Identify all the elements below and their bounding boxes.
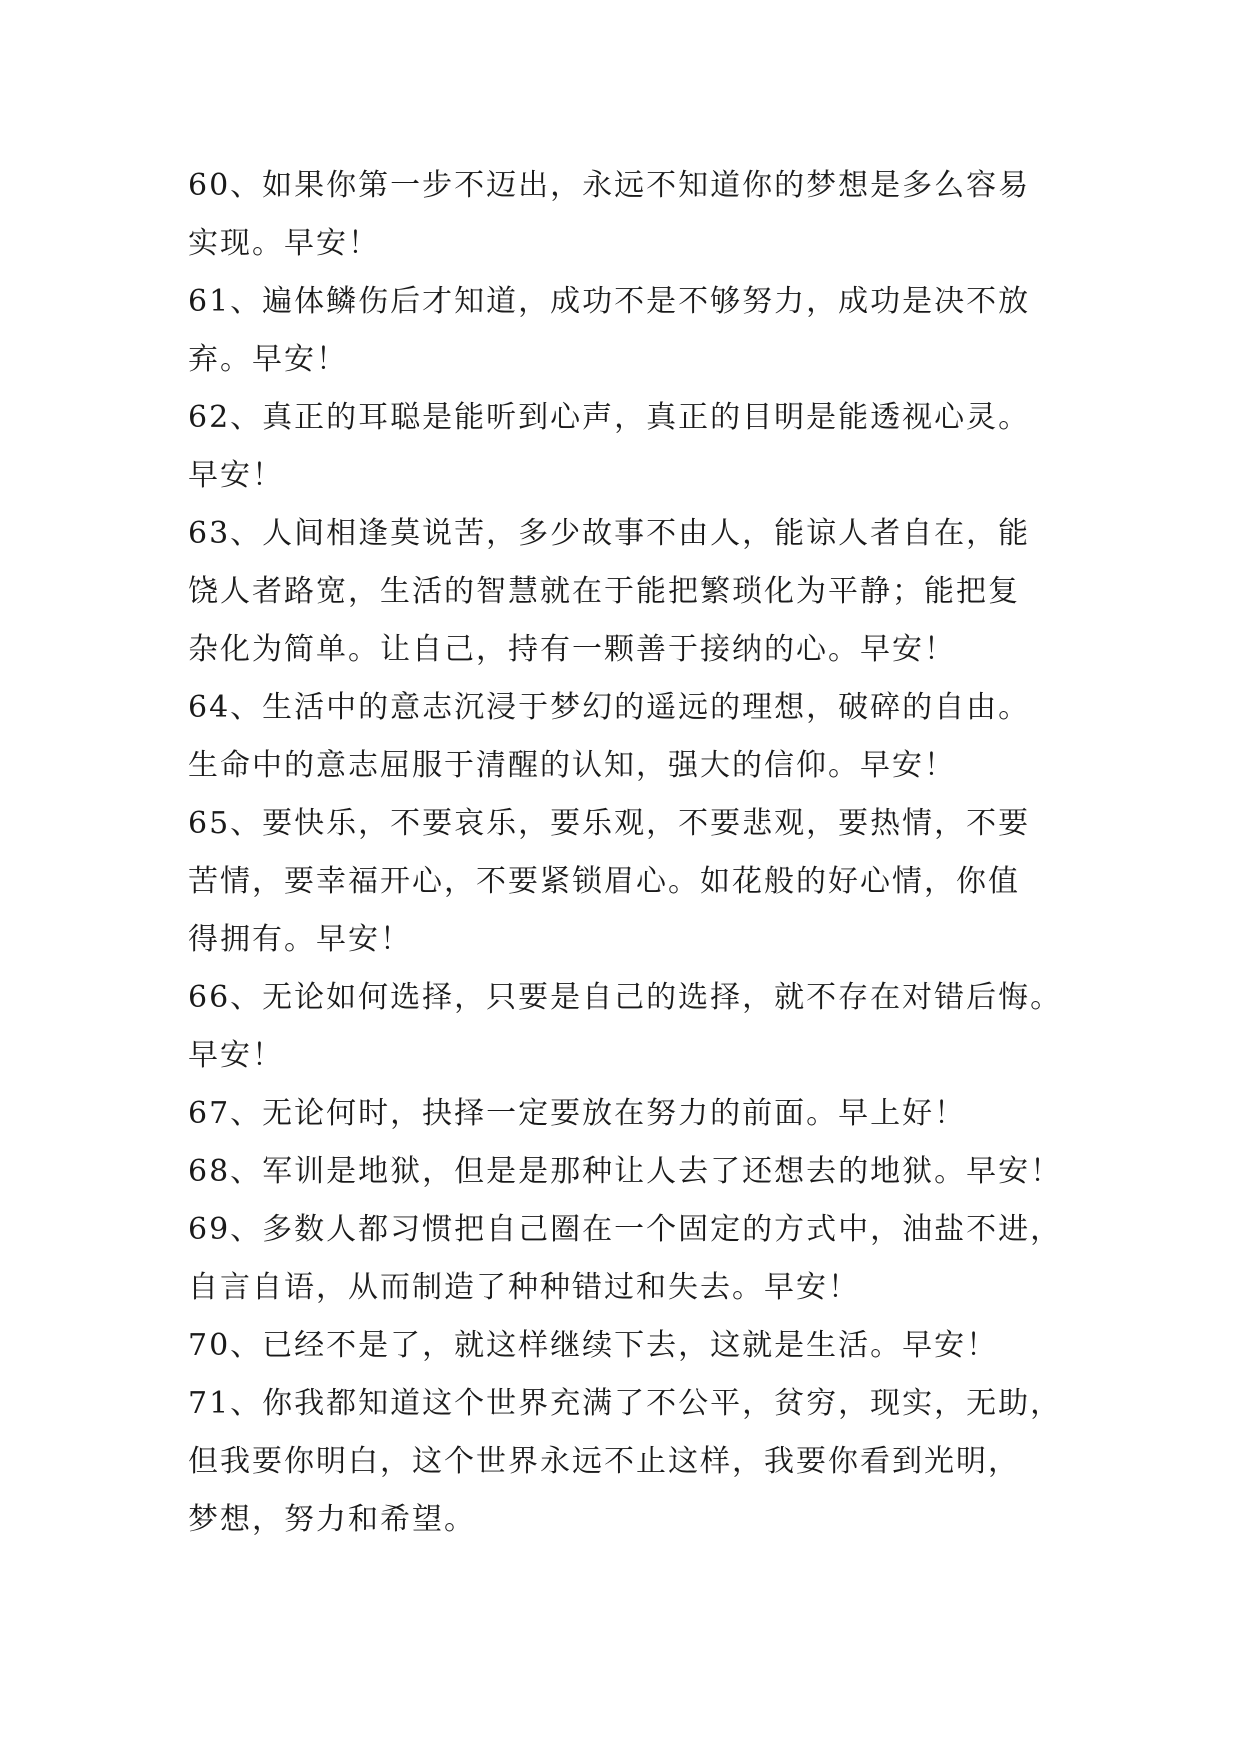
text-line: 杂化为简单。让自己，持有一颗善于接纳的心。早安！ (188, 632, 956, 667)
text-line: 70、已经不是了，就这样继续下去，这就是生活。早安！ (188, 1328, 999, 1363)
text-line: 60、如果你第一步不迈出，永远不知道你的梦想是多么容易 (188, 168, 1031, 203)
text-line: 63、人间相逢莫说苦，多少故事不由人，能谅人者自在，能 (188, 516, 1031, 551)
document-body (188, 157, 1088, 1549)
text-line: 71、你我都知道这个世界充满了不公平，贫穷，现实，无助， (188, 1386, 1063, 1421)
text-line: 梦想，努力和希望。 (188, 1502, 476, 1537)
text-line: 弃。早安！ (188, 342, 348, 377)
text-line: 68、军训是地狱，但是是那种让人去了还想去的地狱。早安！ (188, 1154, 1063, 1189)
text-line: 69、多数人都习惯把自己圈在一个固定的方式中，油盐不进， (188, 1212, 1063, 1247)
text-line: 67、无论何时，抉择一定要放在努力的前面。早上好！ (188, 1096, 967, 1131)
text-line: 61、遍体鳞伤后才知道，成功不是不够努力，成功是决不放 (188, 284, 1031, 319)
text-line: 早安！ (188, 458, 284, 493)
text-line: 得拥有。早安！ (188, 922, 412, 957)
text-line: 66、无论如何选择，只要是自己的选择，就不存在对错后悔。 (188, 980, 1063, 1015)
text-line: 64、生活中的意志沉浸于梦幻的遥远的理想，破碎的自由。 (188, 690, 1031, 725)
text-line: 早安！ (188, 1038, 284, 1073)
text-line: 65、要快乐，不要哀乐，要乐观，不要悲观，要热情，不要 (188, 806, 1031, 841)
text-line: 自言自语，从而制造了种种错过和失去。早安！ (188, 1270, 860, 1305)
text-line: 但我要你明白，这个世界永远不止这样，我要你看到光明， (188, 1444, 1020, 1479)
text-line: 饶人者路宽，生活的智慧就在于能把繁琐化为平静；能把复 (188, 574, 1020, 609)
text-line: 62、真正的耳聪是能听到心声，真正的目明是能透视心灵。 (188, 400, 1031, 435)
text-line: 苦情，要幸福开心，不要紧锁眉心。如花般的好心情，你值 (188, 864, 1020, 899)
text-line: 生命中的意志屈服于清醒的认知，强大的信仰。早安！ (188, 748, 956, 783)
text-line: 实现。早安！ (188, 226, 380, 261)
